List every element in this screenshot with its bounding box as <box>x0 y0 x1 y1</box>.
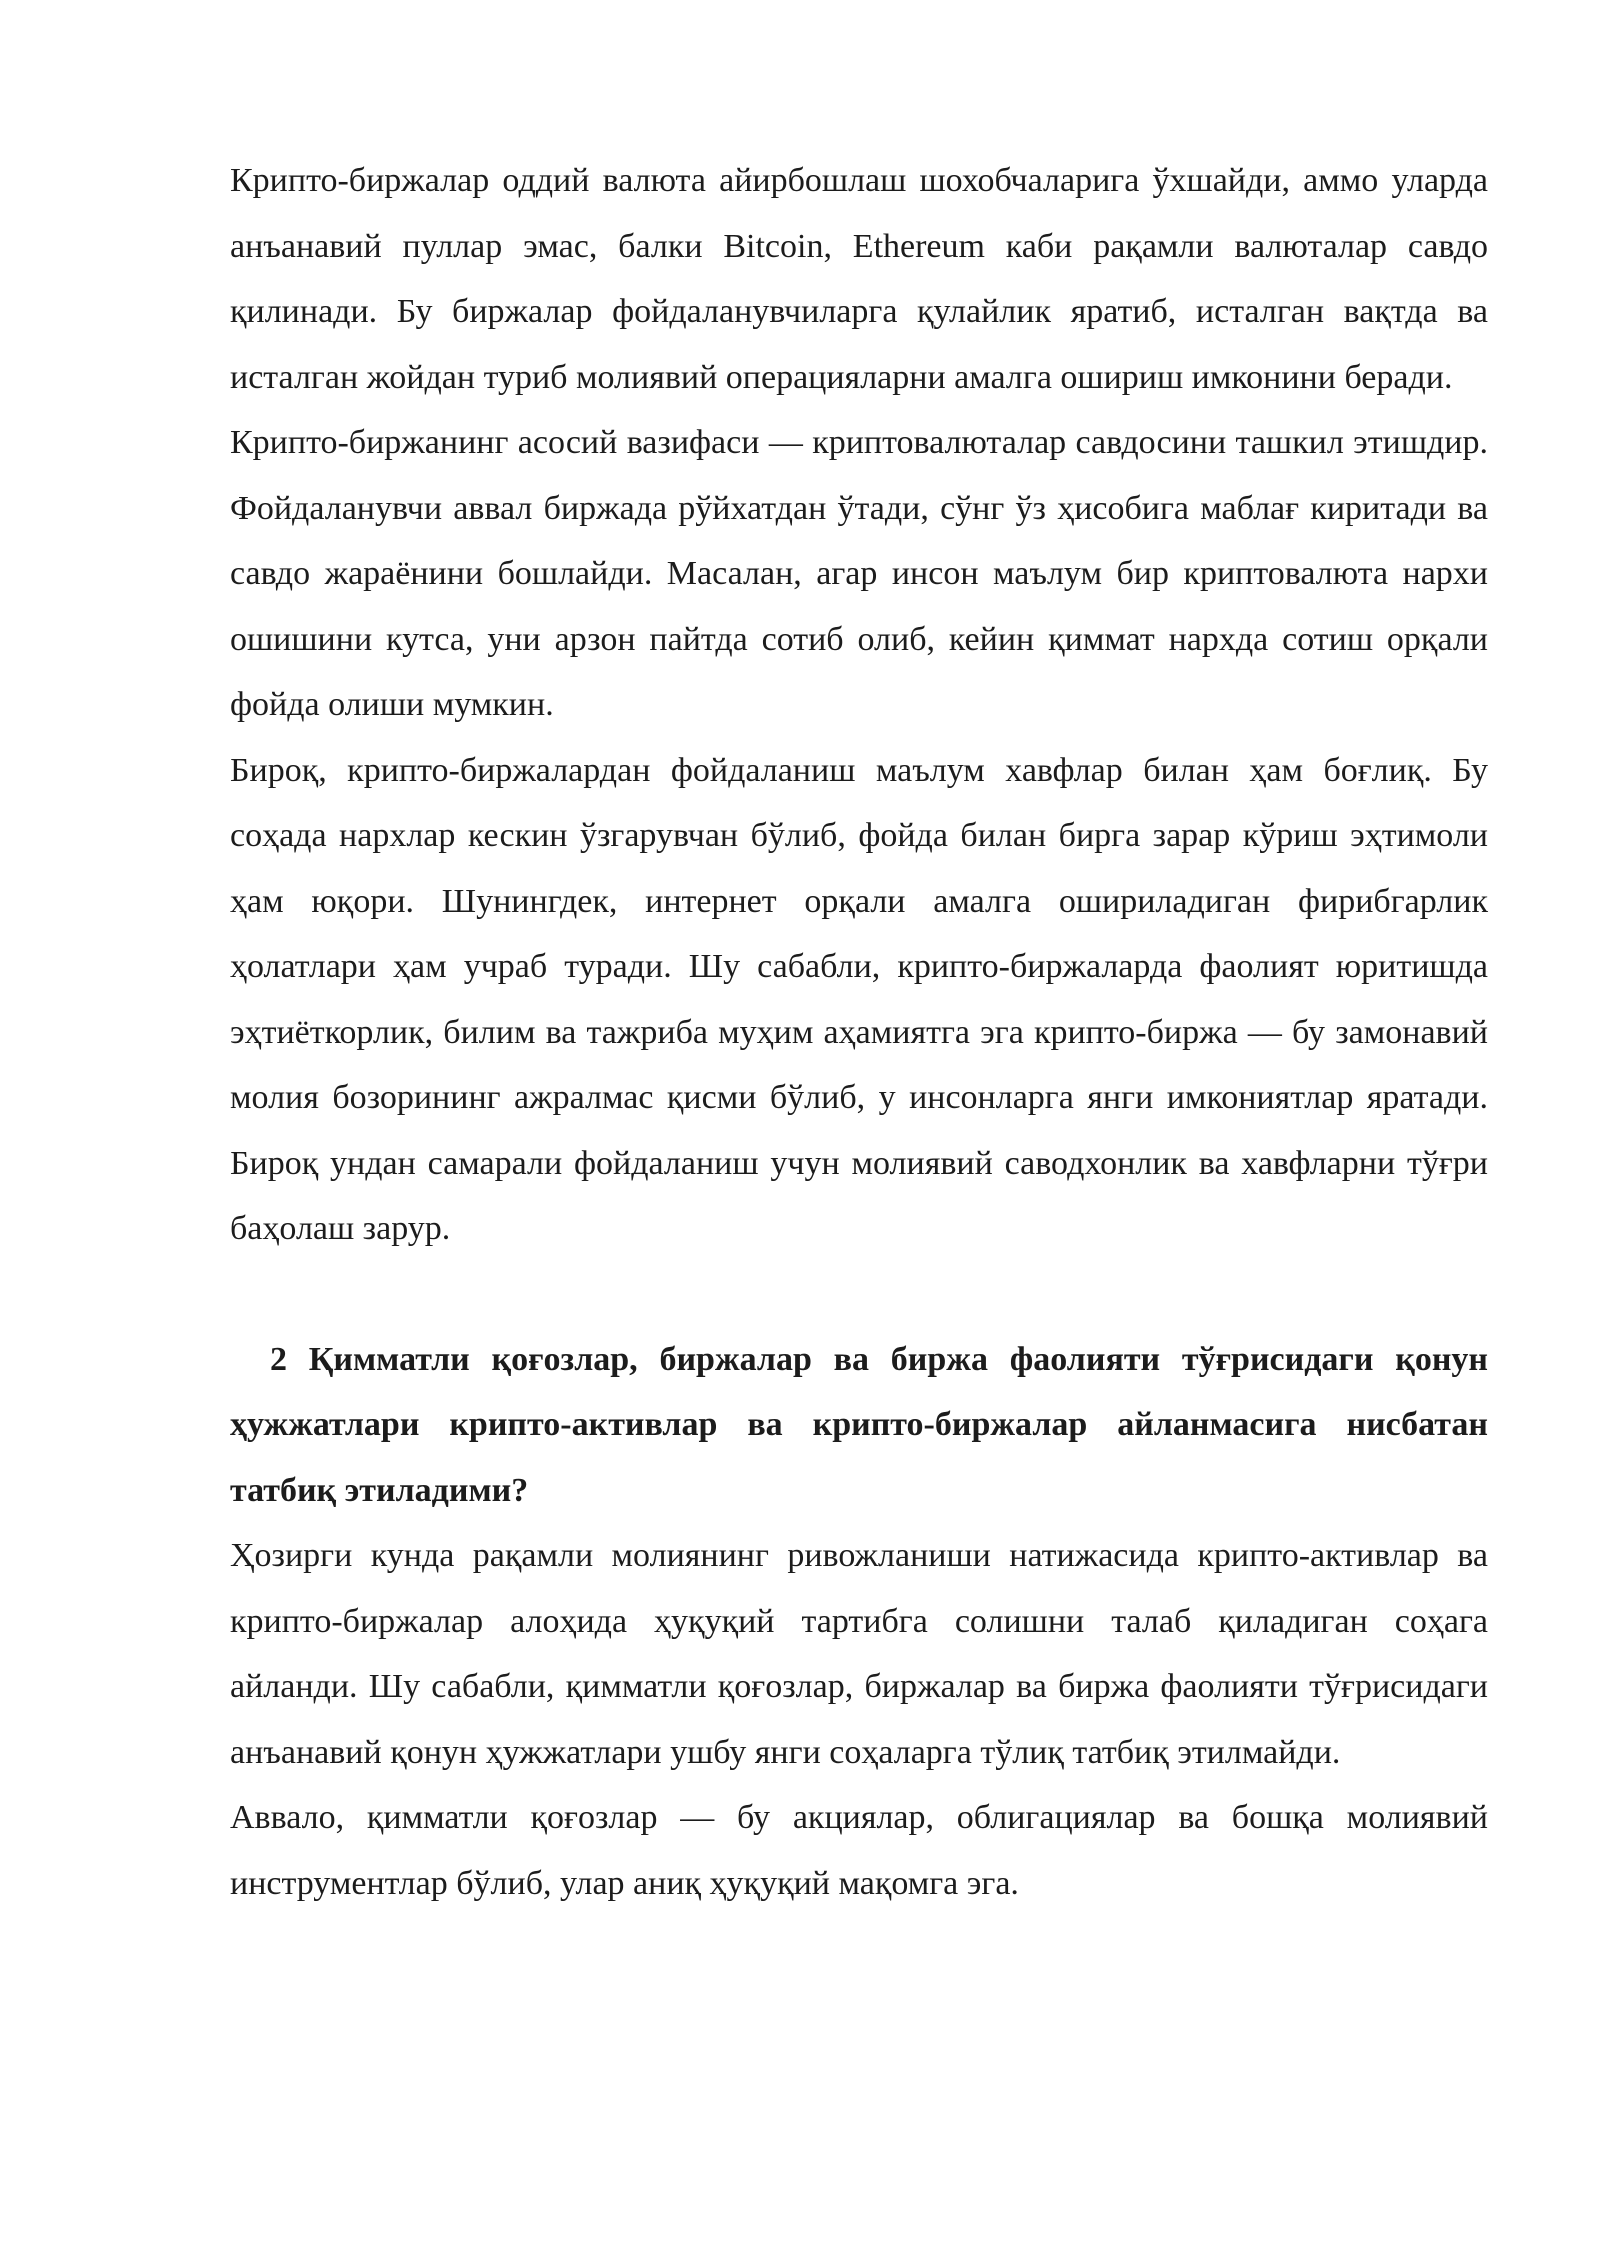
paragraph-securities-definition: Аввало, қимматли қоғозлар — бу акциялар, облигациялар ва бошқа молиявий инструментлар бўлиб, улар аниқ ҳуқуқий мақомга эга. <box>230 1799 1488 1902</box>
section-heading: 2 Қимматли қоғозлар, биржалар ва биржа фаолияти тўғрисидаги қонун ҳужжатлари крипто-активлар ва крипто-биржалар айланмасига нисбатан татбиқ этиладими? <box>230 1340 1488 1509</box>
paragraph-crypto-exchange-function: Крипто-биржанинг асосий вазифаси — криптовалюталар савдосини ташкил этишдир. Фойдаланувчи аввал биржада рўйхатдан ўтади, сўнг ўз ҳисобига маблағ киритади ва савдо жараёнини бошлайди. Масалан, агар инсон маълум бир криптовалюта нархи ошишини кутса, уни арзон пайтда сотиб олиб, кейин қиммат нархда сотиш орқали фойда олиши мумкин. <box>230 424 1488 723</box>
section-spacer <box>230 1262 1488 1327</box>
paragraph-crypto-exchange-risks: Бироқ, крипто-биржалардан фойдаланиш маълум хавфлар билан ҳам боғлиқ. Бу соҳада нархлар кескин ўзгарувчан бўлиб, фойда билан бирга зарар кўриш эҳтимоли ҳам юқори. Шунингдек, интернет орқали амалга ошириладиган фирибгарлик ҳолатлари ҳам учраб туради. Шу сабабли, крипто-биржаларда фаолият юритишда эҳтиёткорлик, билим ва тажриба муҳим аҳамиятга эга крипто-биржа — бу замонавий молия бозорининг ажралмас қисми бўлиб, у инсонларга янги имкониятлар яратади. Бироқ ундан самарали фойдаланиш учун молиявий саводхонлик ва хавфларни тўғри баҳолаш зарур. <box>230 751 1488 1247</box>
paragraph-crypto-exchanges-intro: Крипто-биржалар оддий валюта айирбошлаш шохобчаларига ўхшайди, аммо уларда анъанавий пуллар эмас, балки Bitcoin, Ethereum каби рақамли валюталар савдо қилинади. Бу биржалар фойдаланувчиларга қулайлик яратиб, исталган вақтда ва исталган жойдан туриб молиявий операцияларни амалга ошириш имконини беради. <box>230 162 1488 396</box>
paragraph-legal-regulation: Ҳозирги кунда рақамли молиянинг ривожланиши натижасида крипто-активлар ва крипто-биржалар алоҳида ҳуқуқий тартибга солишни талаб қиладиган соҳага айланди. Шу сабабли, қимматли қоғозлар, биржалар ва биржа фаолияти тўғрисидаги анъанавий қонун ҳужжатлари ушбу янги соҳаларга тўлиқ татбиқ этилмайди. <box>230 1537 1488 1771</box>
document-body <box>230 148 1488 1916</box>
